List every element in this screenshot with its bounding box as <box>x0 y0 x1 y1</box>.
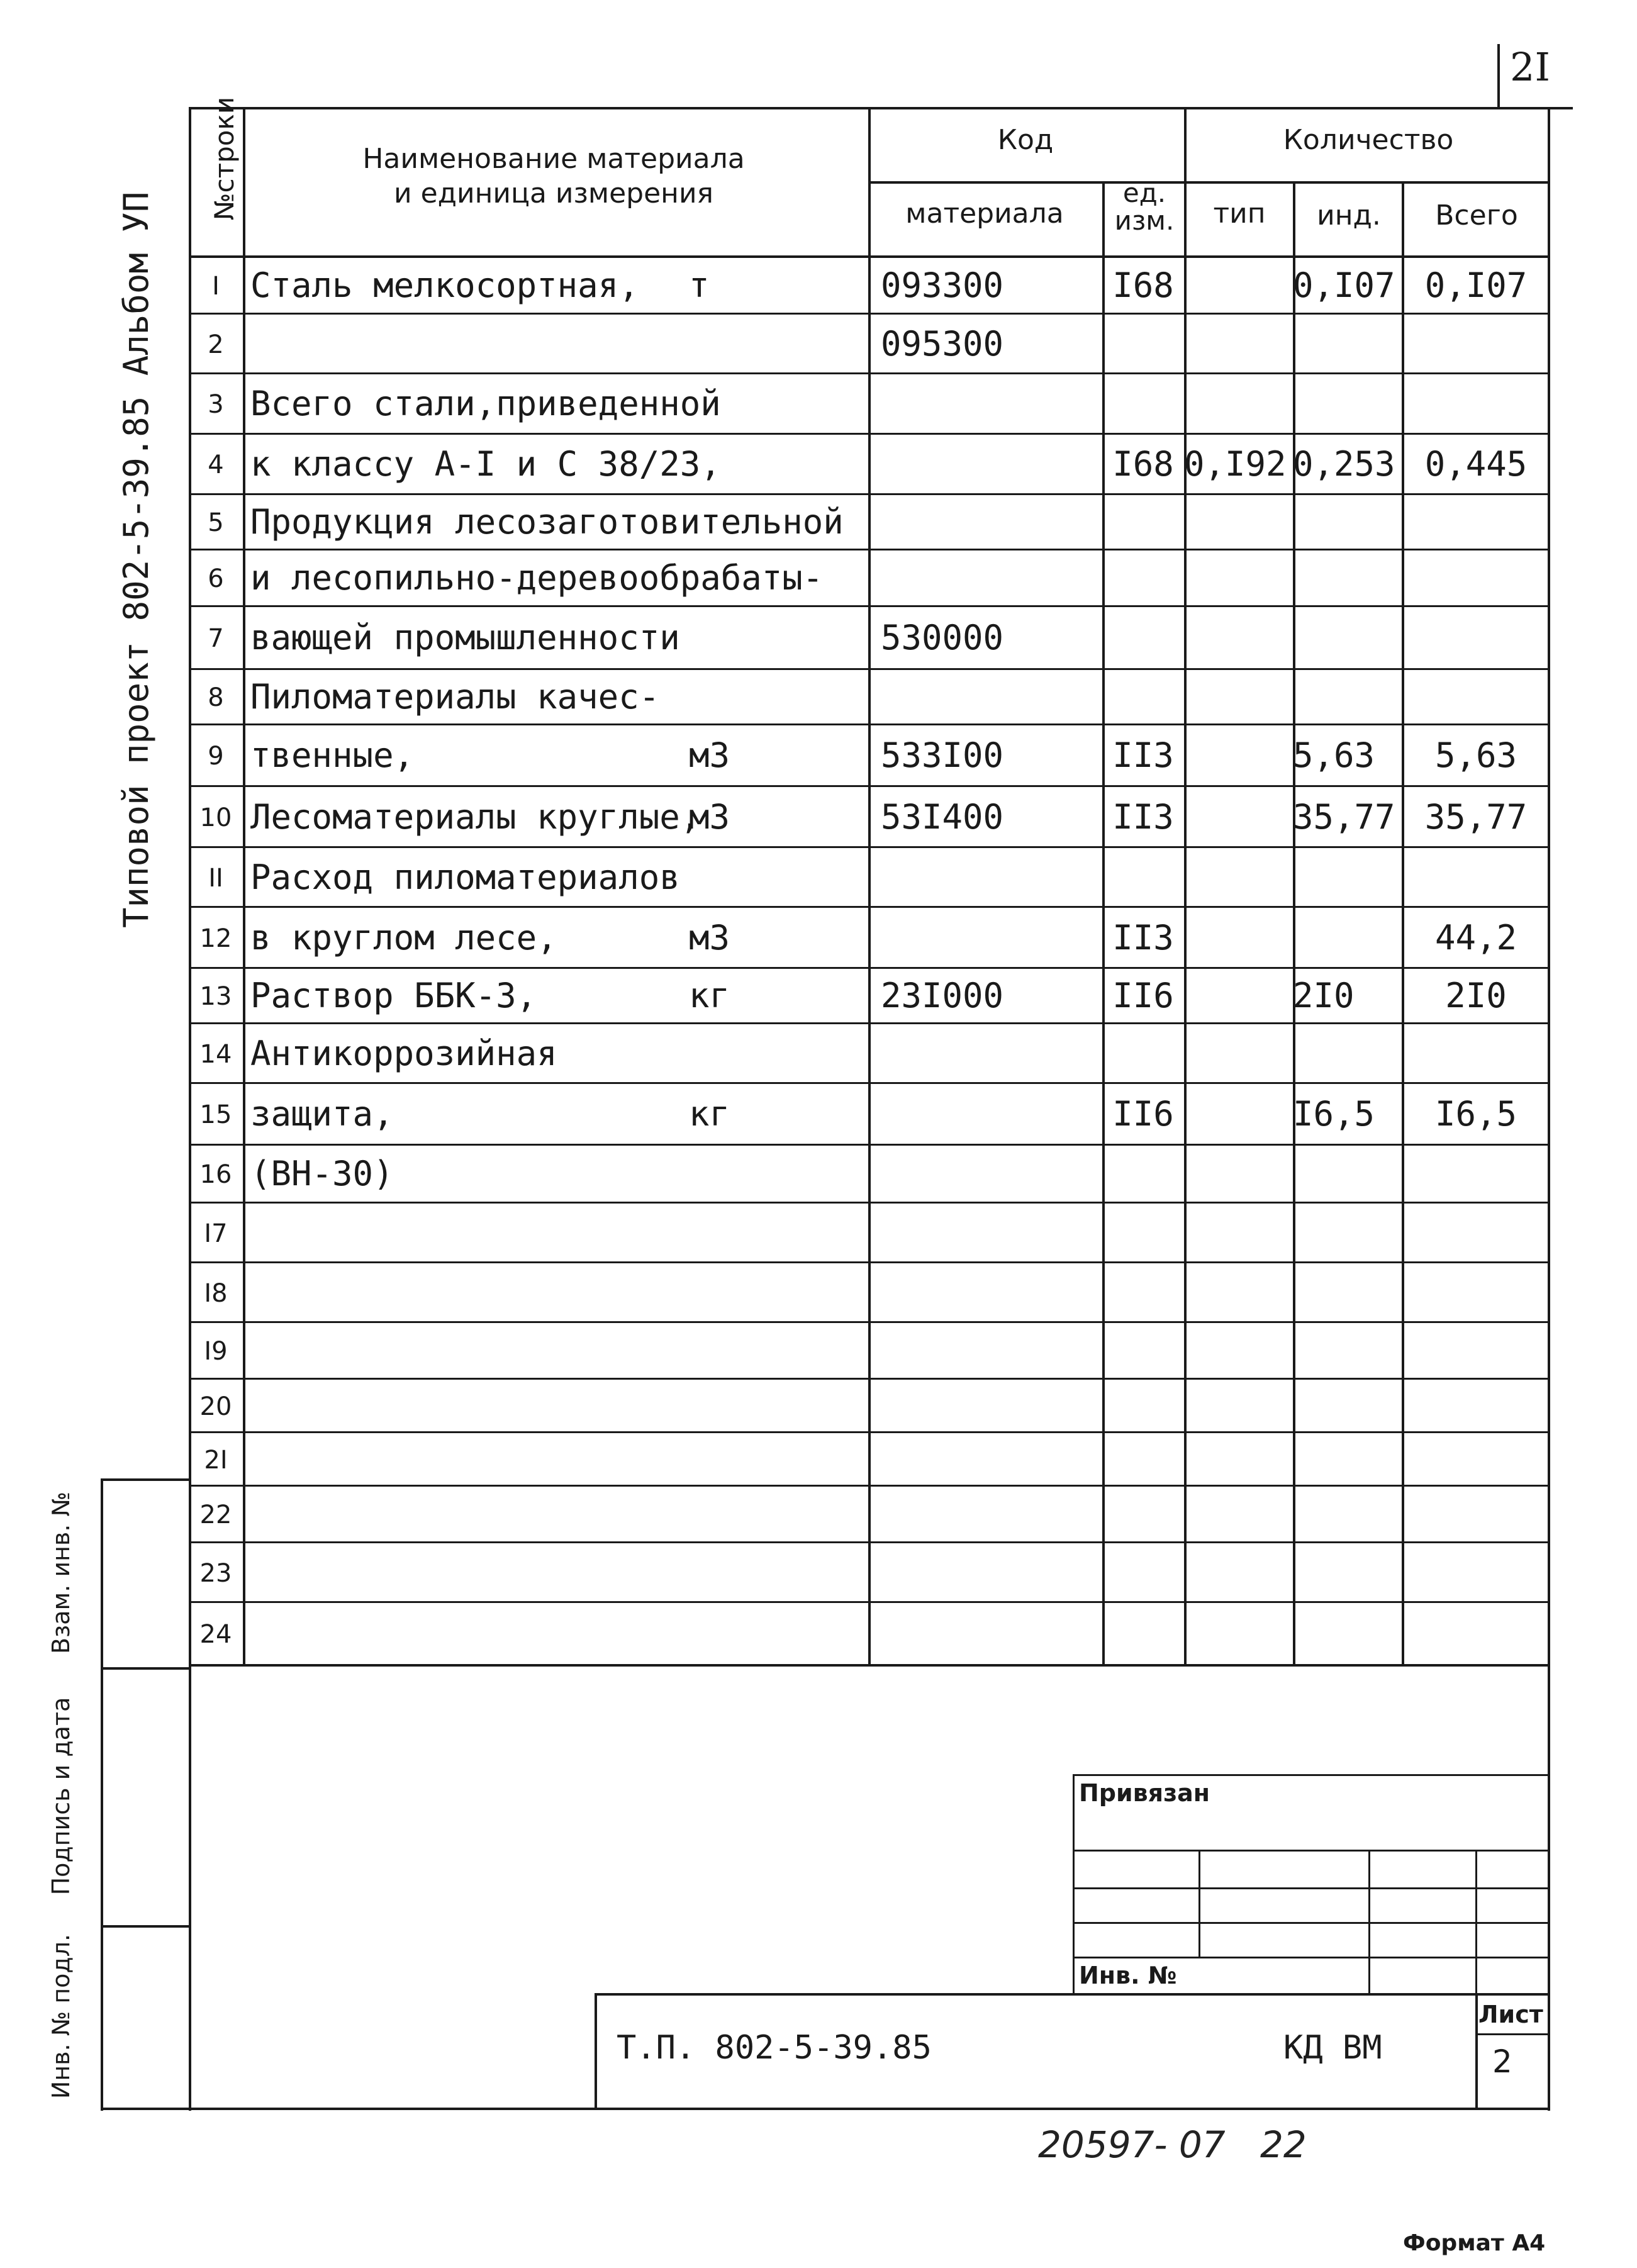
header-qty-ind: инд. <box>1317 199 1381 232</box>
sheet-number: 2 <box>1492 2043 1512 2080</box>
material-unit: т <box>689 265 710 305</box>
unit-code: II3 <box>1112 917 1174 958</box>
unit-code: I68 <box>1112 444 1174 484</box>
material-code: 23I000 <box>881 976 1004 1015</box>
row-number: I9 <box>204 1337 228 1366</box>
row-number: 8 <box>208 683 224 712</box>
document-code: КД ВМ <box>1283 2029 1382 2067</box>
row-number: I8 <box>204 1278 228 1308</box>
row-number: 20 <box>199 1392 232 1421</box>
qty-ind: 5,63 <box>1293 735 1375 775</box>
material-name: Раствор ББК-3, <box>250 976 537 1015</box>
row-number: 12 <box>199 924 232 953</box>
qty-total: 0,I07 <box>1424 265 1528 305</box>
header-code-material: материала <box>905 198 1064 230</box>
sheet-label: Лист <box>1478 2001 1543 2028</box>
header-qty-type: тип <box>1213 198 1266 230</box>
row-number: 13 <box>199 982 232 1011</box>
material-unit: кг <box>689 976 730 1015</box>
material-code: 530000 <box>881 618 1004 657</box>
material-name: твенные, <box>250 735 415 775</box>
row-number: 24 <box>199 1620 232 1649</box>
material-code: 095300 <box>881 323 1004 364</box>
inv-no-label: Инв. № <box>1079 1962 1177 1989</box>
row-number: 6 <box>208 564 224 593</box>
unit-code: II6 <box>1112 976 1174 1015</box>
qty-ind: 35,77 <box>1293 796 1395 837</box>
material-name: в круглом лесе, <box>250 917 557 958</box>
qty-total: 44,2 <box>1434 917 1517 958</box>
material-name: вающей промышленности <box>250 618 680 657</box>
header-name: Наименование материала и единица измерения <box>362 143 745 209</box>
material-name: Антикоррозийная <box>250 1033 557 1073</box>
row-number: 7 <box>208 624 224 653</box>
header-row-no: №строки <box>209 96 240 221</box>
material-name: Сталь мелкосортная, <box>250 265 639 305</box>
qty-type: 0,I92 <box>1184 444 1287 484</box>
row-number: 16 <box>199 1160 232 1189</box>
row-number: 22 <box>199 1500 232 1529</box>
material-code: 093300 <box>881 265 1004 305</box>
material-unit: м3 <box>689 917 730 958</box>
qty-ind: I6,5 <box>1293 1094 1375 1134</box>
header-qty: Количество <box>1283 124 1454 156</box>
unit-code: II3 <box>1112 796 1174 837</box>
row-number: 14 <box>199 1039 232 1069</box>
header-qty-total: Всего <box>1435 199 1518 232</box>
material-name: Продукция лесозаготовительной <box>250 502 844 542</box>
row-number: II <box>208 863 223 893</box>
row-number: I7 <box>204 1219 228 1248</box>
qty-total: 2I0 <box>1445 976 1507 1015</box>
qty-ind: 0,I07 <box>1293 265 1395 305</box>
row-number: 3 <box>208 390 224 419</box>
privyazan-label: Привязан <box>1079 1779 1210 1807</box>
stamp-replacement-inv: Взам. инв. № <box>47 1492 75 1655</box>
material-code: 533I00 <box>881 735 1004 775</box>
handwritten-number: 20597- 07 22 <box>1038 2123 1307 2166</box>
row-number: 23 <box>199 1558 232 1588</box>
row-number: 10 <box>199 803 232 832</box>
page-number: 2I <box>1510 44 1550 90</box>
material-code: 53I400 <box>881 796 1004 837</box>
row-number: 15 <box>199 1100 232 1129</box>
qty-ind: 2I0 <box>1293 976 1355 1015</box>
unit-code: II3 <box>1112 735 1174 775</box>
unit-code: I68 <box>1112 265 1174 305</box>
stamp-signature-date: Подпись и дата <box>47 1697 75 1896</box>
qty-total: 0,445 <box>1424 444 1528 484</box>
project-label: Типовой проект 802-5-39.85 Альбом УП <box>116 191 156 928</box>
material-unit: м3 <box>689 735 730 775</box>
row-number: 2I <box>204 1445 228 1475</box>
row-number: I <box>212 271 220 301</box>
material-name: к классу А-I и С 38/23, <box>250 444 721 484</box>
header-code: Код <box>997 124 1054 156</box>
material-name: и лесопильно-деревообрабаты- <box>250 558 824 598</box>
material-name: Лесоматериалы круглые, <box>250 796 701 837</box>
unit-code: II6 <box>1112 1094 1174 1134</box>
document-designation: Т.П. 802-5-39.85 <box>617 2029 932 2067</box>
material-name: Пиломатериалы качес- <box>250 677 660 717</box>
material-unit: м3 <box>689 796 730 837</box>
row-number: 5 <box>208 508 224 537</box>
qty-total: 35,77 <box>1424 796 1528 837</box>
material-unit: кг <box>689 1094 730 1134</box>
header-code-unit: ед. изм. <box>1114 177 1175 237</box>
qty-ind: 0,253 <box>1293 444 1395 484</box>
qty-total: I6,5 <box>1434 1094 1517 1134</box>
qty-total: 5,63 <box>1434 735 1517 775</box>
material-name: защита, <box>250 1094 394 1134</box>
material-name: Расход пиломатериалов <box>250 857 680 897</box>
row-number: 9 <box>208 742 224 771</box>
row-number: 2 <box>208 330 224 359</box>
material-name: (ВН-30) <box>250 1154 394 1193</box>
row-number: 4 <box>208 450 224 479</box>
paper-format: Формат А4 <box>1403 2230 1546 2256</box>
material-name: Всего стали,приведенной <box>250 384 721 423</box>
stamp-original-inv: Инв. № подл. <box>47 1933 75 2099</box>
